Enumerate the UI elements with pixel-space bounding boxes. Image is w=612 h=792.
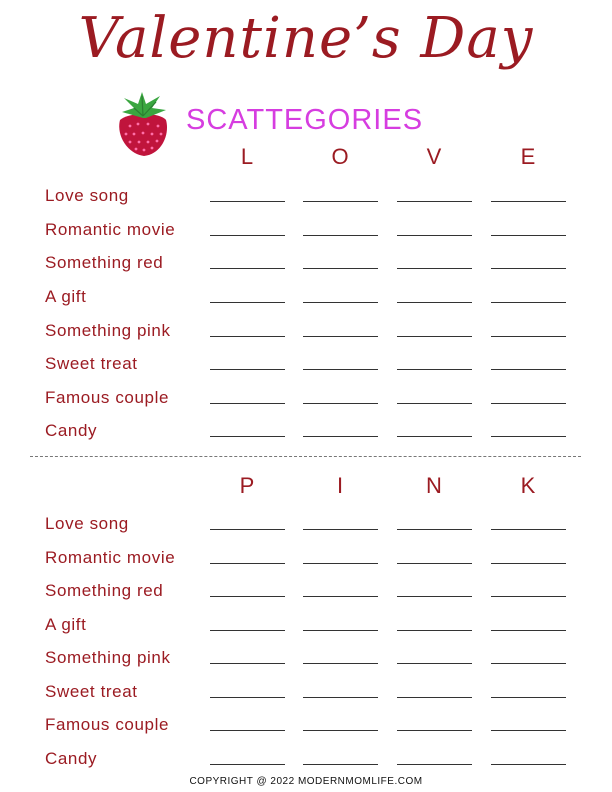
answer-blank[interactable] bbox=[210, 596, 285, 597]
category-row bbox=[0, 421, 612, 445]
answer-blank[interactable] bbox=[210, 563, 285, 564]
answer-blank[interactable] bbox=[210, 302, 285, 303]
answer-blank[interactable] bbox=[491, 403, 566, 404]
answer-blank[interactable] bbox=[491, 302, 566, 303]
answer-blank[interactable] bbox=[491, 663, 566, 664]
category-row bbox=[0, 581, 612, 605]
category-label: Something red bbox=[45, 253, 164, 272]
answer-blank[interactable] bbox=[303, 697, 378, 698]
category-row bbox=[0, 514, 612, 538]
answer-blank[interactable] bbox=[303, 436, 378, 437]
answer-blank[interactable] bbox=[303, 302, 378, 303]
answer-blank[interactable] bbox=[303, 730, 378, 731]
category-row bbox=[0, 253, 612, 277]
answer-blank[interactable] bbox=[210, 201, 285, 202]
copyright-footer: COPYRIGHT @ 2022 MODERNMOMLIFE.COM bbox=[189, 776, 423, 787]
category-label: Something pink bbox=[45, 648, 171, 667]
answer-blank[interactable] bbox=[303, 403, 378, 404]
answer-blank[interactable] bbox=[491, 596, 566, 597]
category-label: Sweet treat bbox=[45, 354, 138, 373]
category-row bbox=[0, 321, 612, 345]
category-row bbox=[0, 749, 612, 773]
answer-blank[interactable] bbox=[210, 369, 285, 370]
category-label: Romantic movie bbox=[45, 220, 176, 239]
page-title: Valentine’s Day bbox=[78, 6, 534, 71]
answer-blank[interactable] bbox=[303, 529, 378, 530]
answer-blank[interactable] bbox=[303, 563, 378, 564]
answer-blank[interactable] bbox=[397, 369, 472, 370]
answer-blank[interactable] bbox=[397, 235, 472, 236]
answer-blank[interactable] bbox=[397, 563, 472, 564]
column-letter: N bbox=[426, 473, 444, 498]
answer-blank[interactable] bbox=[491, 563, 566, 564]
answer-blank[interactable] bbox=[210, 336, 285, 337]
answer-blank[interactable] bbox=[210, 268, 285, 269]
answer-blank[interactable] bbox=[397, 403, 472, 404]
answer-blank[interactable] bbox=[303, 336, 378, 337]
category-row bbox=[0, 548, 612, 572]
column-letter: P bbox=[239, 473, 257, 498]
answer-blank[interactable] bbox=[303, 201, 378, 202]
answer-blank[interactable] bbox=[397, 529, 472, 530]
category-row bbox=[0, 220, 612, 244]
category-label: Love song bbox=[45, 514, 129, 533]
answer-blank[interactable] bbox=[303, 630, 378, 631]
answer-blank[interactable] bbox=[303, 663, 378, 664]
category-row bbox=[0, 388, 612, 412]
category-row bbox=[0, 682, 612, 706]
answer-blank[interactable] bbox=[303, 268, 378, 269]
answer-blank[interactable] bbox=[303, 596, 378, 597]
answer-blank[interactable] bbox=[491, 764, 566, 765]
category-label: A gift bbox=[45, 287, 87, 306]
category-row bbox=[0, 186, 612, 210]
category-row bbox=[0, 648, 612, 672]
letter-header bbox=[0, 144, 612, 174]
category-row bbox=[0, 287, 612, 311]
answer-blank[interactable] bbox=[397, 663, 472, 664]
answer-blank[interactable] bbox=[397, 201, 472, 202]
answer-blank[interactable] bbox=[397, 302, 472, 303]
column-letter: L bbox=[240, 144, 256, 169]
answer-blank[interactable] bbox=[210, 630, 285, 631]
category-row bbox=[0, 715, 612, 739]
answer-blank[interactable] bbox=[397, 436, 472, 437]
answer-blank[interactable] bbox=[491, 436, 566, 437]
answer-blank[interactable] bbox=[210, 529, 285, 530]
answer-blank[interactable] bbox=[491, 630, 566, 631]
column-letter: V bbox=[426, 144, 444, 169]
letter-header bbox=[0, 473, 612, 503]
answer-blank[interactable] bbox=[491, 730, 566, 731]
category-label: Candy bbox=[45, 421, 98, 440]
category-label: Sweet treat bbox=[45, 682, 138, 701]
answer-blank[interactable] bbox=[210, 436, 285, 437]
answer-blank[interactable] bbox=[491, 336, 566, 337]
answer-blank[interactable] bbox=[491, 268, 566, 269]
column-letter: K bbox=[520, 473, 538, 498]
answer-blank[interactable] bbox=[491, 235, 566, 236]
column-letter: I bbox=[336, 473, 346, 498]
answer-blank[interactable] bbox=[210, 730, 285, 731]
category-label: Romantic movie bbox=[45, 548, 176, 567]
subtitle: SCATTEGORIES bbox=[186, 104, 424, 136]
dashed-divider bbox=[30, 456, 581, 457]
answer-blank[interactable] bbox=[303, 764, 378, 765]
answer-blank[interactable] bbox=[397, 630, 472, 631]
answer-blank[interactable] bbox=[210, 697, 285, 698]
category-label: A gift bbox=[45, 615, 87, 634]
answer-blank[interactable] bbox=[303, 235, 378, 236]
answer-blank[interactable] bbox=[491, 369, 566, 370]
answer-blank[interactable] bbox=[491, 201, 566, 202]
column-letter: E bbox=[520, 144, 538, 169]
category-row bbox=[0, 354, 612, 378]
answer-blank[interactable] bbox=[397, 730, 472, 731]
category-label: Something red bbox=[45, 581, 164, 600]
answer-blank[interactable] bbox=[303, 369, 378, 370]
category-label: Love song bbox=[45, 186, 129, 205]
category-label: Famous couple bbox=[45, 715, 170, 734]
column-letter: O bbox=[331, 144, 351, 169]
category-label: Something pink bbox=[45, 321, 171, 340]
answer-blank[interactable] bbox=[210, 663, 285, 664]
answer-blank[interactable] bbox=[397, 336, 472, 337]
answer-blank[interactable] bbox=[210, 403, 285, 404]
category-label: Famous couple bbox=[45, 388, 170, 407]
answer-blank[interactable] bbox=[210, 235, 285, 236]
category-label: Candy bbox=[45, 749, 98, 768]
answer-blank[interactable] bbox=[491, 697, 566, 698]
answer-blank[interactable] bbox=[397, 596, 472, 597]
answer-blank[interactable] bbox=[210, 764, 285, 765]
answer-blank[interactable] bbox=[491, 529, 566, 530]
answer-blank[interactable] bbox=[397, 268, 472, 269]
answer-blank[interactable] bbox=[397, 764, 472, 765]
answer-blank[interactable] bbox=[397, 697, 472, 698]
category-row bbox=[0, 615, 612, 639]
